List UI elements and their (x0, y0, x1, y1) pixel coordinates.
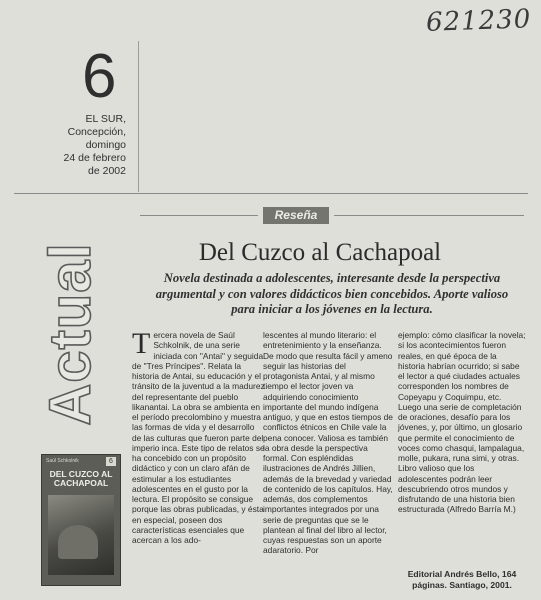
publication-line: domingo (85, 139, 126, 151)
section-tag-rule-right (334, 215, 524, 216)
column-text: lescentes al mundo literario: el entretenimiento y la enseñanza. De modo que resulta fácil y ameno seguir las historias del protagonista Antai, y al mismo tiempo el lector joven va adquiriendo conocimiento importante del mundo indígena antiguo, y que en estos tiempos de conflictos étnicos en Chile vale la pena conocer. Valiosa es también la obra desde la perspectiva formal. Con espléndidas ilustraciones de Andrés Jillien, además de la brevedad y variedad de contenido de los capítulos. Hay, además, dos complementos importantes integrados por una serie de preguntas que se le plantean al final del libro al lector, cuyas respuestas son un aporte adaratorio. Por (263, 330, 393, 556)
book-credit: Editorial Andrés Bello, 164 páginas. Santiago, 2001. (407, 569, 517, 590)
book-cover-image (41, 454, 121, 586)
publication-line: Concepción, (67, 126, 126, 138)
drop-cap: T (132, 327, 151, 360)
page-number: 6 (82, 42, 117, 111)
headline: Del Cuzco al Cachapoal (198, 239, 442, 266)
section-vertical-title: Actual (38, 242, 103, 426)
publication-line: EL SUR, (85, 113, 126, 125)
section-tag-rule-left (140, 215, 258, 216)
publication-line: 24 de febrero (63, 152, 126, 164)
article-column-1 (132, 327, 266, 545)
section-tag: Reseña (263, 207, 329, 224)
publication-line: de 2002 (88, 165, 126, 177)
column-text: ejemplo: cómo clasificar la novela; si los acontecimientos fueron reales, en qué época de la historia habrían ocurrido; si sabe el lector a qué ciudades actuales corresponden los nombres de Copeyapu y Coquimpu, etc. Luego una serie de completación de oraciones, desafío para los jóvenes, y, por último, un glosario que permite el conocimiento de voces como chasqui, lampalagua, molle, pukara, runa simi, y otras. Libro valioso que los adolescentes podrán leer descubriendo otros mundos y disfrutando de una historia bien estructurada (Alfredo Barría M.) (398, 330, 526, 515)
book-cover-title: DEL CUZCO AL CACHAPOAL (49, 469, 113, 488)
book-cover-illustration (48, 495, 114, 575)
horizontal-divider (14, 193, 528, 194)
handwritten-archive-number: 621230 (425, 4, 532, 38)
article-column-3 (398, 330, 526, 515)
book-cover-number: 6 (106, 457, 116, 466)
column-text: ercera novela de Saúl Schkolnik, de una serie iniciada con "Antai" y seguida de "Tres Príncipes". Relata la historia de Antai, su educación y el tránsito de la juventud a la madurez del representante del pueblo likanantai. La obra se ambienta en el período precolombino y muestra las formas de vida y el desarrollo de las culturas que fueron parte del imperio inca. Este tipo de relatos se ha concebido con un propósito didáctico y con un claro afán de estimular a los estudiantes adolescentes en el gusto por la lectura. El propósito se consigue porque las obras publicadas, y ésta en especial, poseen dos características esenciales que acercan a los ado- (132, 330, 265, 545)
publication-info (60, 113, 126, 178)
deck-subtitle: Novela destinada a adolescentes, interesante desde la perspectiva argumental y con valores didácticos bien concebidos. Aporte valioso para iniciar a los jóvenes en la lectura. (155, 271, 509, 316)
book-cover-author: Saúl Schkolnik (46, 458, 79, 464)
article-column-2 (263, 330, 394, 556)
vertical-divider (138, 41, 139, 192)
